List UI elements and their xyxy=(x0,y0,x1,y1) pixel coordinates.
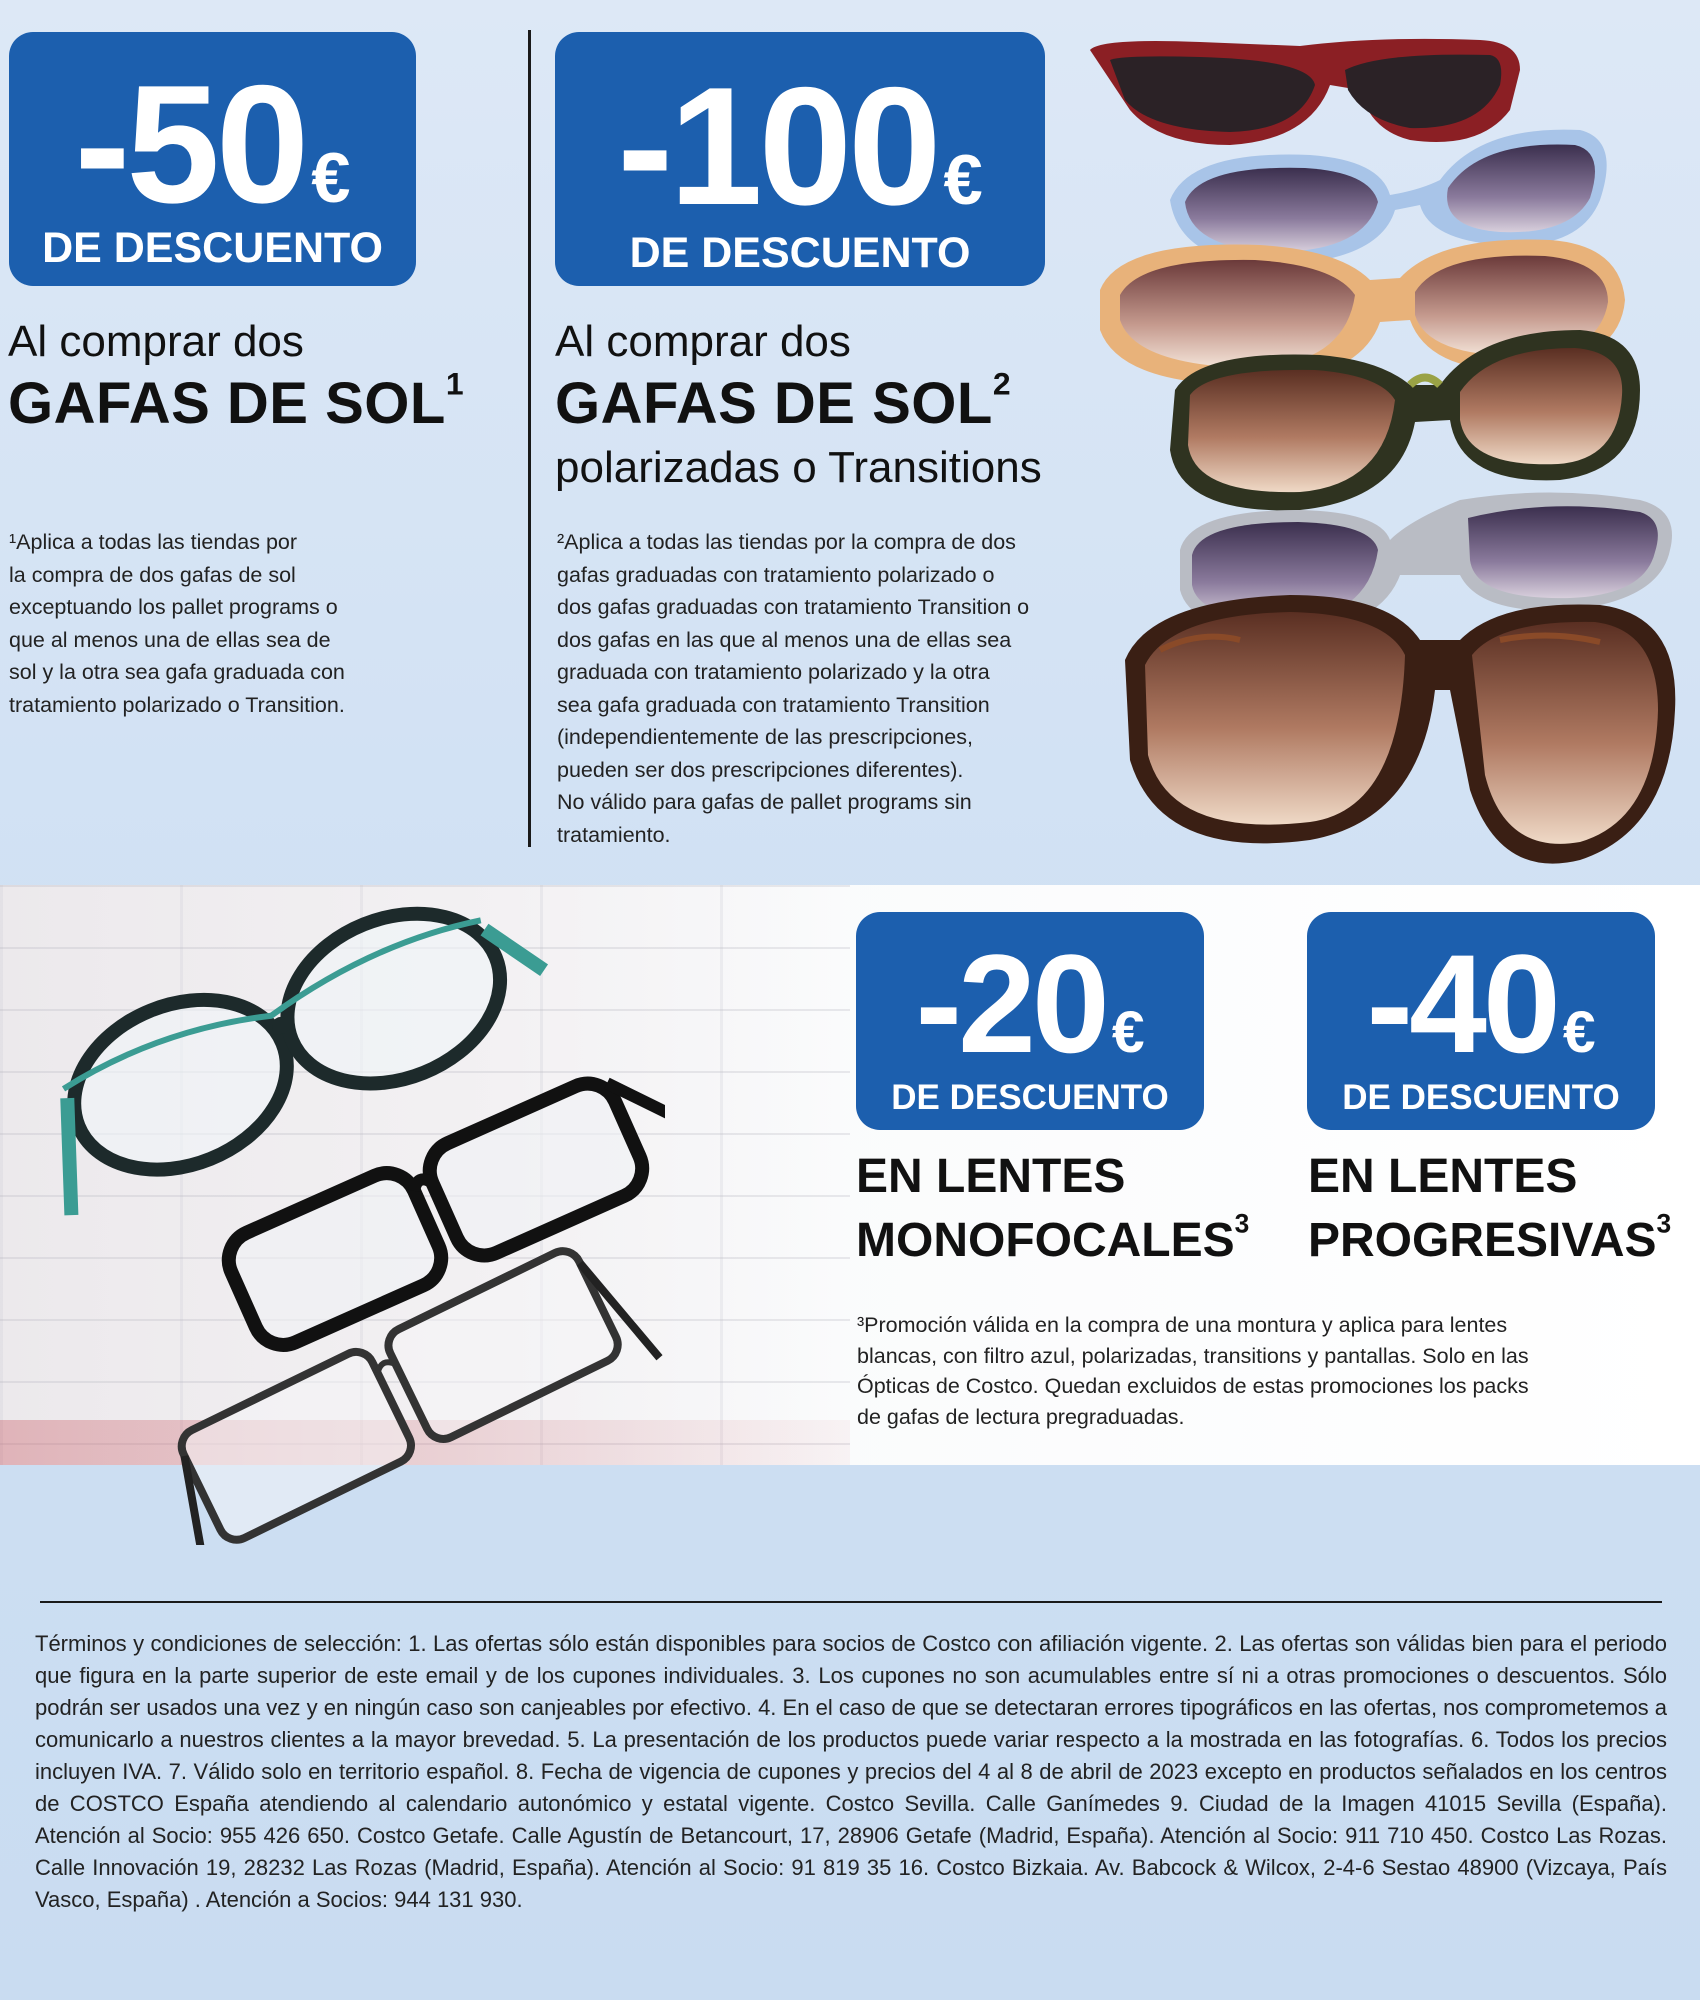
euro-symbol: € xyxy=(1111,1000,1145,1065)
discount-badge-20 xyxy=(856,912,1204,1130)
terms-divider xyxy=(40,1601,1662,1603)
offer-50-line1: Al comprar dos xyxy=(8,317,304,366)
footnote-ref-2: 2 xyxy=(992,365,1012,402)
euro-symbol: € xyxy=(943,140,983,219)
sunglasses-tortoise xyxy=(1125,595,1675,864)
discount-label: DE DESCUENTO xyxy=(891,1078,1169,1117)
discount-amount-50: -50€ xyxy=(74,50,351,238)
footnote-3: ³Promoción válida en la compra de una montura y aplica para lentes blancas, con filtro azul, polarizadas, transitions y pantallas. Solo en las Ópticas de Costco. Quedan excluidos de estas promociones los packs de gafas de lectura pregraduadas. xyxy=(857,1313,1529,1429)
euro-symbol: € xyxy=(311,138,351,217)
footnote-ref-1: 1 xyxy=(445,365,465,402)
terms-and-conditions: Términos y condiciones de selección: 1. Las ofertas sólo están disponibles para socios de Costco con afiliación vigente. 2. Las ofertas son válidas bien para el periodo que figura en la parte superior de este email y de los cupones individuales. 3. Los cupones no son acumulables entre sí ni a otras promociones o descuentos. Sólo podrán ser usados una vez y en ningún caso son canjeables por efectivo. 4. En el caso de que se detectaran errores tipográficos en las ofertas, nos comprometemos a comunicarlo a nuestros clientes a la mayor brevedad. 5. La presentación de los productos puede variar respecto a la mostrada en las fotografías. 6. Todos los precios incluyen IVA. 7. Válido solo en territorio español. 8. Fecha de vigencia de cupones y precios del 4 al 8 de abril de 2023 excepto en productos señalados en los centros de COSTCO España atendiendo al calendario autonómico y estatal vigente. Costco Sevilla. Calle Ganímedes 9. Ciudad de la Imagen 41015 Sevilla (España). Atención al Socio: 955 426 650. Costco Getafe. Calle Agustín de Betancourt, 17, 28906 Getafe (Madrid, España). Atención al Socio: 911 710 450. Costco Las Rozas. Calle Innovación 19, 28232 Las Rozas (Madrid, España). Atención al Socio: 91 819 35 16. Costco Bizkaia. Av. Babcock & Wilcox, 2-4-6 Sestao 48900 (Vizcaya, País Vasco, España) . Atención a Socios: 944 131 930. xyxy=(35,1631,1667,1912)
eyeglasses-image xyxy=(25,875,665,1545)
offer-100-line1: Al comprar dos xyxy=(555,317,851,366)
sunglasses-image xyxy=(1080,30,1680,880)
discount-label: DE DESCUENTO xyxy=(1342,1078,1620,1117)
discount-badge-50 xyxy=(9,32,416,286)
discount-amount-20: -20 € xyxy=(915,925,1145,1082)
vertical-divider xyxy=(528,30,531,847)
offer-50-line2: GAFAS DE SOL$^1$ xyxy=(8,365,465,436)
footnote-ref-3: 3 xyxy=(1656,1208,1672,1239)
sunglasses-red xyxy=(1090,39,1520,145)
offer-100-line3: polarizadas o Transitions xyxy=(555,443,1042,492)
discount-label: DE DESCUENTO xyxy=(42,224,383,272)
offer-20-text: EN LENTES MONOFOCALES$^3$ xyxy=(856,1150,1250,1267)
footnote-1: ¹Aplica a todas las tiendas por la compra de dos gafas de sol exceptuando los pallet programs o que al menos una de ellas sea de sol y la otra sea gafa graduada con tratamiento polarizado o Transition. xyxy=(9,530,345,717)
offer-40-text: EN LENTES PROGRESIVAS$^3$ xyxy=(1308,1150,1672,1267)
discount-badge-100 xyxy=(555,32,1045,286)
footnote-ref-3: 3 xyxy=(1234,1208,1250,1239)
euro-symbol: € xyxy=(1562,1000,1596,1065)
discount-amount-40: -40 € xyxy=(1366,925,1596,1082)
discount-amount-100: -100€ xyxy=(617,52,983,240)
discount-badge-40 xyxy=(1307,912,1655,1130)
footnote-2: ²Aplica a todas las tiendas por la compra de dos gafas graduadas con tratamiento polarizado o dos gafas graduadas con tratamiento Transition o dos gafas en las que al menos una de ellas sea graduada con tratamiento polarizado y la otra sea gafa graduada con tratamiento Transition (independientemente de las prescripciones, pueden ser dos prescripciones diferentes). No válido para gafas de pallet programs sin tratamiento. xyxy=(557,530,1030,847)
discount-label: DE DESCUENTO xyxy=(629,229,971,277)
offer-100-line2: GAFAS DE SOL$^2$ xyxy=(555,365,1012,436)
